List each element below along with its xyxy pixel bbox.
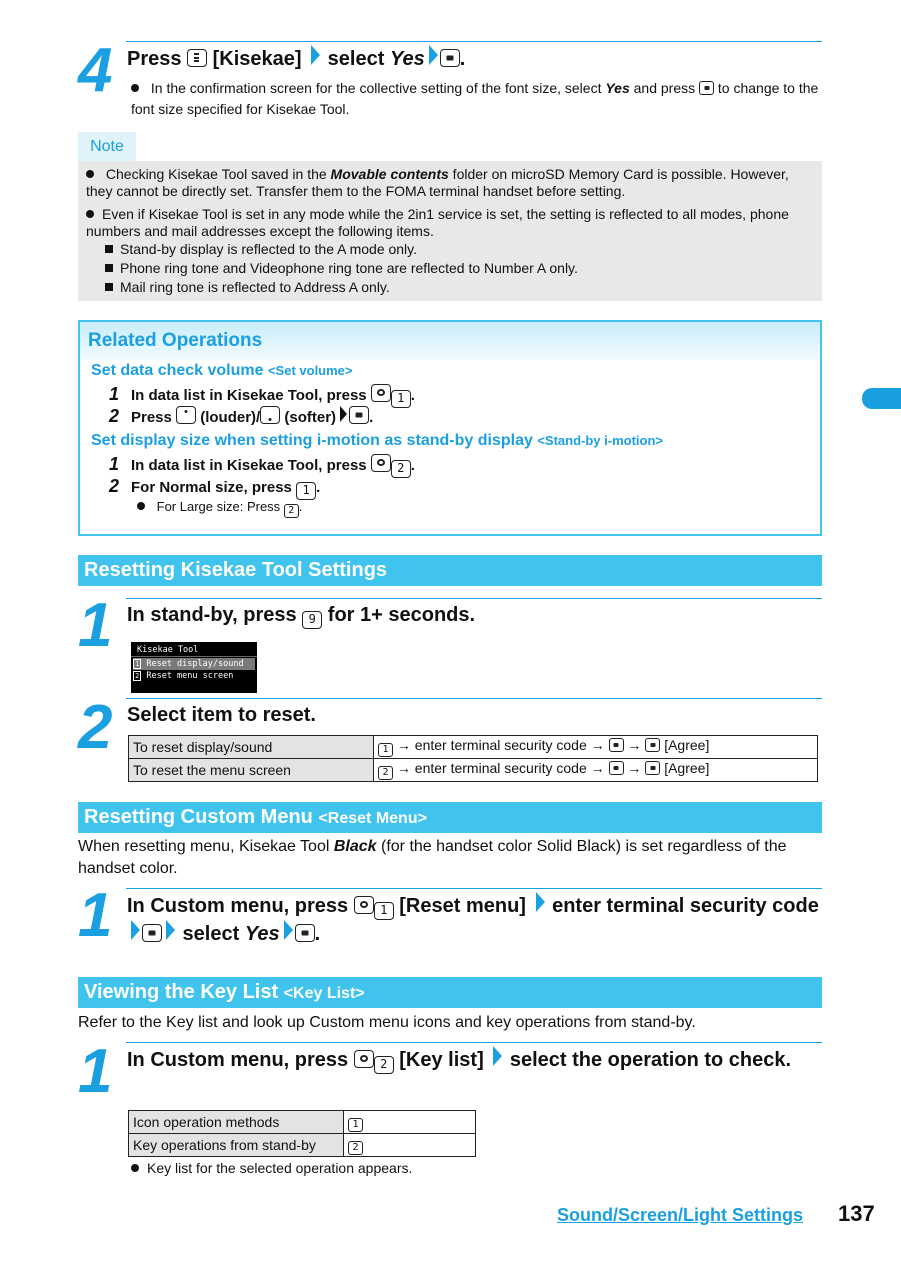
number-key-icon: 1 xyxy=(378,743,393,757)
related-operations-header: Related Operations xyxy=(80,322,820,360)
related-step: 1 In data list in Kisekae Tool, press 2 . xyxy=(109,454,415,478)
table-cell-value xyxy=(344,1134,476,1157)
table-cell-label: To reset the menu screen xyxy=(129,759,374,782)
number-key-icon: 2 xyxy=(284,504,299,518)
side-tab xyxy=(862,388,901,409)
table-cell-label: Icon operation methods xyxy=(129,1111,344,1134)
related-operations-box xyxy=(78,320,822,536)
related-step: 2 Press (louder)/ (softer) . xyxy=(109,406,374,426)
table-cell-label: Key operations from stand-by xyxy=(129,1134,344,1157)
note-subitem: Stand-by display is reflected to the A mode only. xyxy=(105,240,417,259)
center-key-icon xyxy=(645,738,660,752)
center-key-icon xyxy=(349,406,369,424)
table-row xyxy=(129,1111,476,1134)
phone-screen xyxy=(131,642,257,693)
section-header: Resetting Custom Menu <Reset Menu> xyxy=(78,802,822,833)
table-row xyxy=(129,736,818,759)
section-header: Viewing the Key List <Key List> xyxy=(78,977,822,1008)
section-intro: When resetting menu, Kisekae Tool Black (for the handset color Solid Black) is set regardless of the handset color. xyxy=(78,838,787,877)
arrow-icon xyxy=(311,45,320,65)
camera-key-icon xyxy=(354,1050,374,1068)
arrow-icon xyxy=(340,406,347,422)
key-list-bullet: Key list for the selected operation appears. xyxy=(131,1158,412,1179)
related-op-title: Set display size when setting i-motion as stand-by display <Stand-by i-motion> xyxy=(91,432,663,449)
divider xyxy=(126,698,822,699)
camera-key-icon xyxy=(354,896,374,914)
note-box xyxy=(78,161,822,301)
table-cell-value xyxy=(344,1111,476,1134)
step-number: 4 xyxy=(78,36,111,105)
arrow-icon xyxy=(536,892,545,912)
camera-key-icon xyxy=(371,384,391,402)
table-cell-label: To reset display/sound xyxy=(129,736,374,759)
table-row xyxy=(129,1134,476,1157)
step-title: In Custom menu, press 2 [Key list] select the operation to check. xyxy=(127,1046,821,1074)
number-key-icon: 1 xyxy=(391,390,411,408)
number-key-icon: 1 xyxy=(374,902,394,920)
divider xyxy=(126,41,822,42)
arrow-icon xyxy=(131,920,140,940)
footer-section-title: Sound/Screen/Light Settings xyxy=(557,1205,804,1225)
step-number: 1 xyxy=(78,591,111,660)
step-title: In Custom menu, press 1 [Reset menu] enter terminal security code select Yes . xyxy=(127,892,821,947)
center-key-icon xyxy=(295,924,315,942)
note-subitem: Phone ring tone and Videophone ring tone are reflected to Number A only. xyxy=(105,259,578,278)
step-title: Press [Kisekae] select Yes . xyxy=(127,45,465,72)
divider xyxy=(126,888,822,889)
table-cell-value: 2 → enter terminal security code → → [Agree] xyxy=(374,759,818,782)
step-title: Select item to reset. xyxy=(127,704,316,726)
camera-key-icon xyxy=(371,454,391,472)
step-number: 2 xyxy=(78,693,111,762)
screen-title: Kisekae Tool xyxy=(131,642,257,657)
arrow-icon xyxy=(284,920,293,940)
reset-table xyxy=(128,735,818,782)
down-key-icon xyxy=(260,406,280,424)
center-key-icon xyxy=(609,761,624,775)
table-row xyxy=(129,759,818,782)
center-key-icon xyxy=(142,924,162,942)
center-key-icon xyxy=(440,49,460,67)
number-key-icon: 1 xyxy=(296,482,316,500)
divider xyxy=(126,598,822,599)
number-key-icon: 2 xyxy=(348,1141,363,1155)
divider xyxy=(126,1042,822,1043)
key-list-table xyxy=(128,1110,476,1157)
arrow-icon xyxy=(429,45,438,65)
center-key-icon xyxy=(699,81,714,95)
related-step: 1 In data list in Kisekae Tool, press 1 . xyxy=(109,384,415,408)
arrow-icon xyxy=(493,1046,502,1066)
menu-key-icon xyxy=(187,49,207,67)
section-header: Resetting Kisekae Tool Settings xyxy=(78,555,822,586)
related-step: 2 For Normal size, press 1 . xyxy=(109,476,320,500)
number-key-icon: 9 xyxy=(302,611,322,629)
note-subitem: Mail ring tone is reflected to Address A only. xyxy=(105,278,390,297)
step-bullet: In the confirmation screen for the collective setting of the font size, select Yes and press to change to the font size specified for Kisekae Tool. xyxy=(131,78,831,120)
screen-item-reset-menu[interactable]: 2 Reset menu screen xyxy=(135,671,234,681)
number-key-icon: 2 xyxy=(374,1056,394,1074)
note-bullet: Even if Kisekae Tool is set in any mode while the 2in1 service is set, the setting is reflected to all modes, phone numbers and mail addresses except the following items. xyxy=(86,206,808,240)
step-number: 1 xyxy=(78,881,111,950)
page-number: 137 xyxy=(838,1201,875,1226)
note-bullet: Checking Kisekae Tool saved in the Movable contents folder on microSD Memory Card is possible. However, they cannot be directly set. Transfer them to the FOMA terminal handset before setting. xyxy=(86,166,808,200)
step-title: In stand-by, press 9 for 1+ seconds. xyxy=(127,602,475,629)
center-key-icon xyxy=(645,761,660,775)
arrow-icon xyxy=(166,920,175,940)
up-key-icon xyxy=(176,406,196,424)
number-key-icon: 2 xyxy=(378,766,393,780)
number-key-icon: 2 xyxy=(391,460,411,478)
center-key-icon xyxy=(609,738,624,752)
screen-item-reset-display[interactable]: 1 Reset display/sound xyxy=(133,658,255,670)
related-bullet: For Large size: Press 2 . xyxy=(137,498,302,518)
table-cell-value: 1 → enter terminal security code → → [Agree] xyxy=(374,736,818,759)
step-number: 1 xyxy=(78,1037,111,1106)
number-key-icon: 1 xyxy=(348,1118,363,1132)
note-label: Note xyxy=(78,132,136,161)
section-intro: Refer to the Key list and look up Custom menu icons and key operations from stand-by. xyxy=(78,1014,696,1031)
related-op-title: Set data check volume <Set volume> xyxy=(91,362,353,379)
